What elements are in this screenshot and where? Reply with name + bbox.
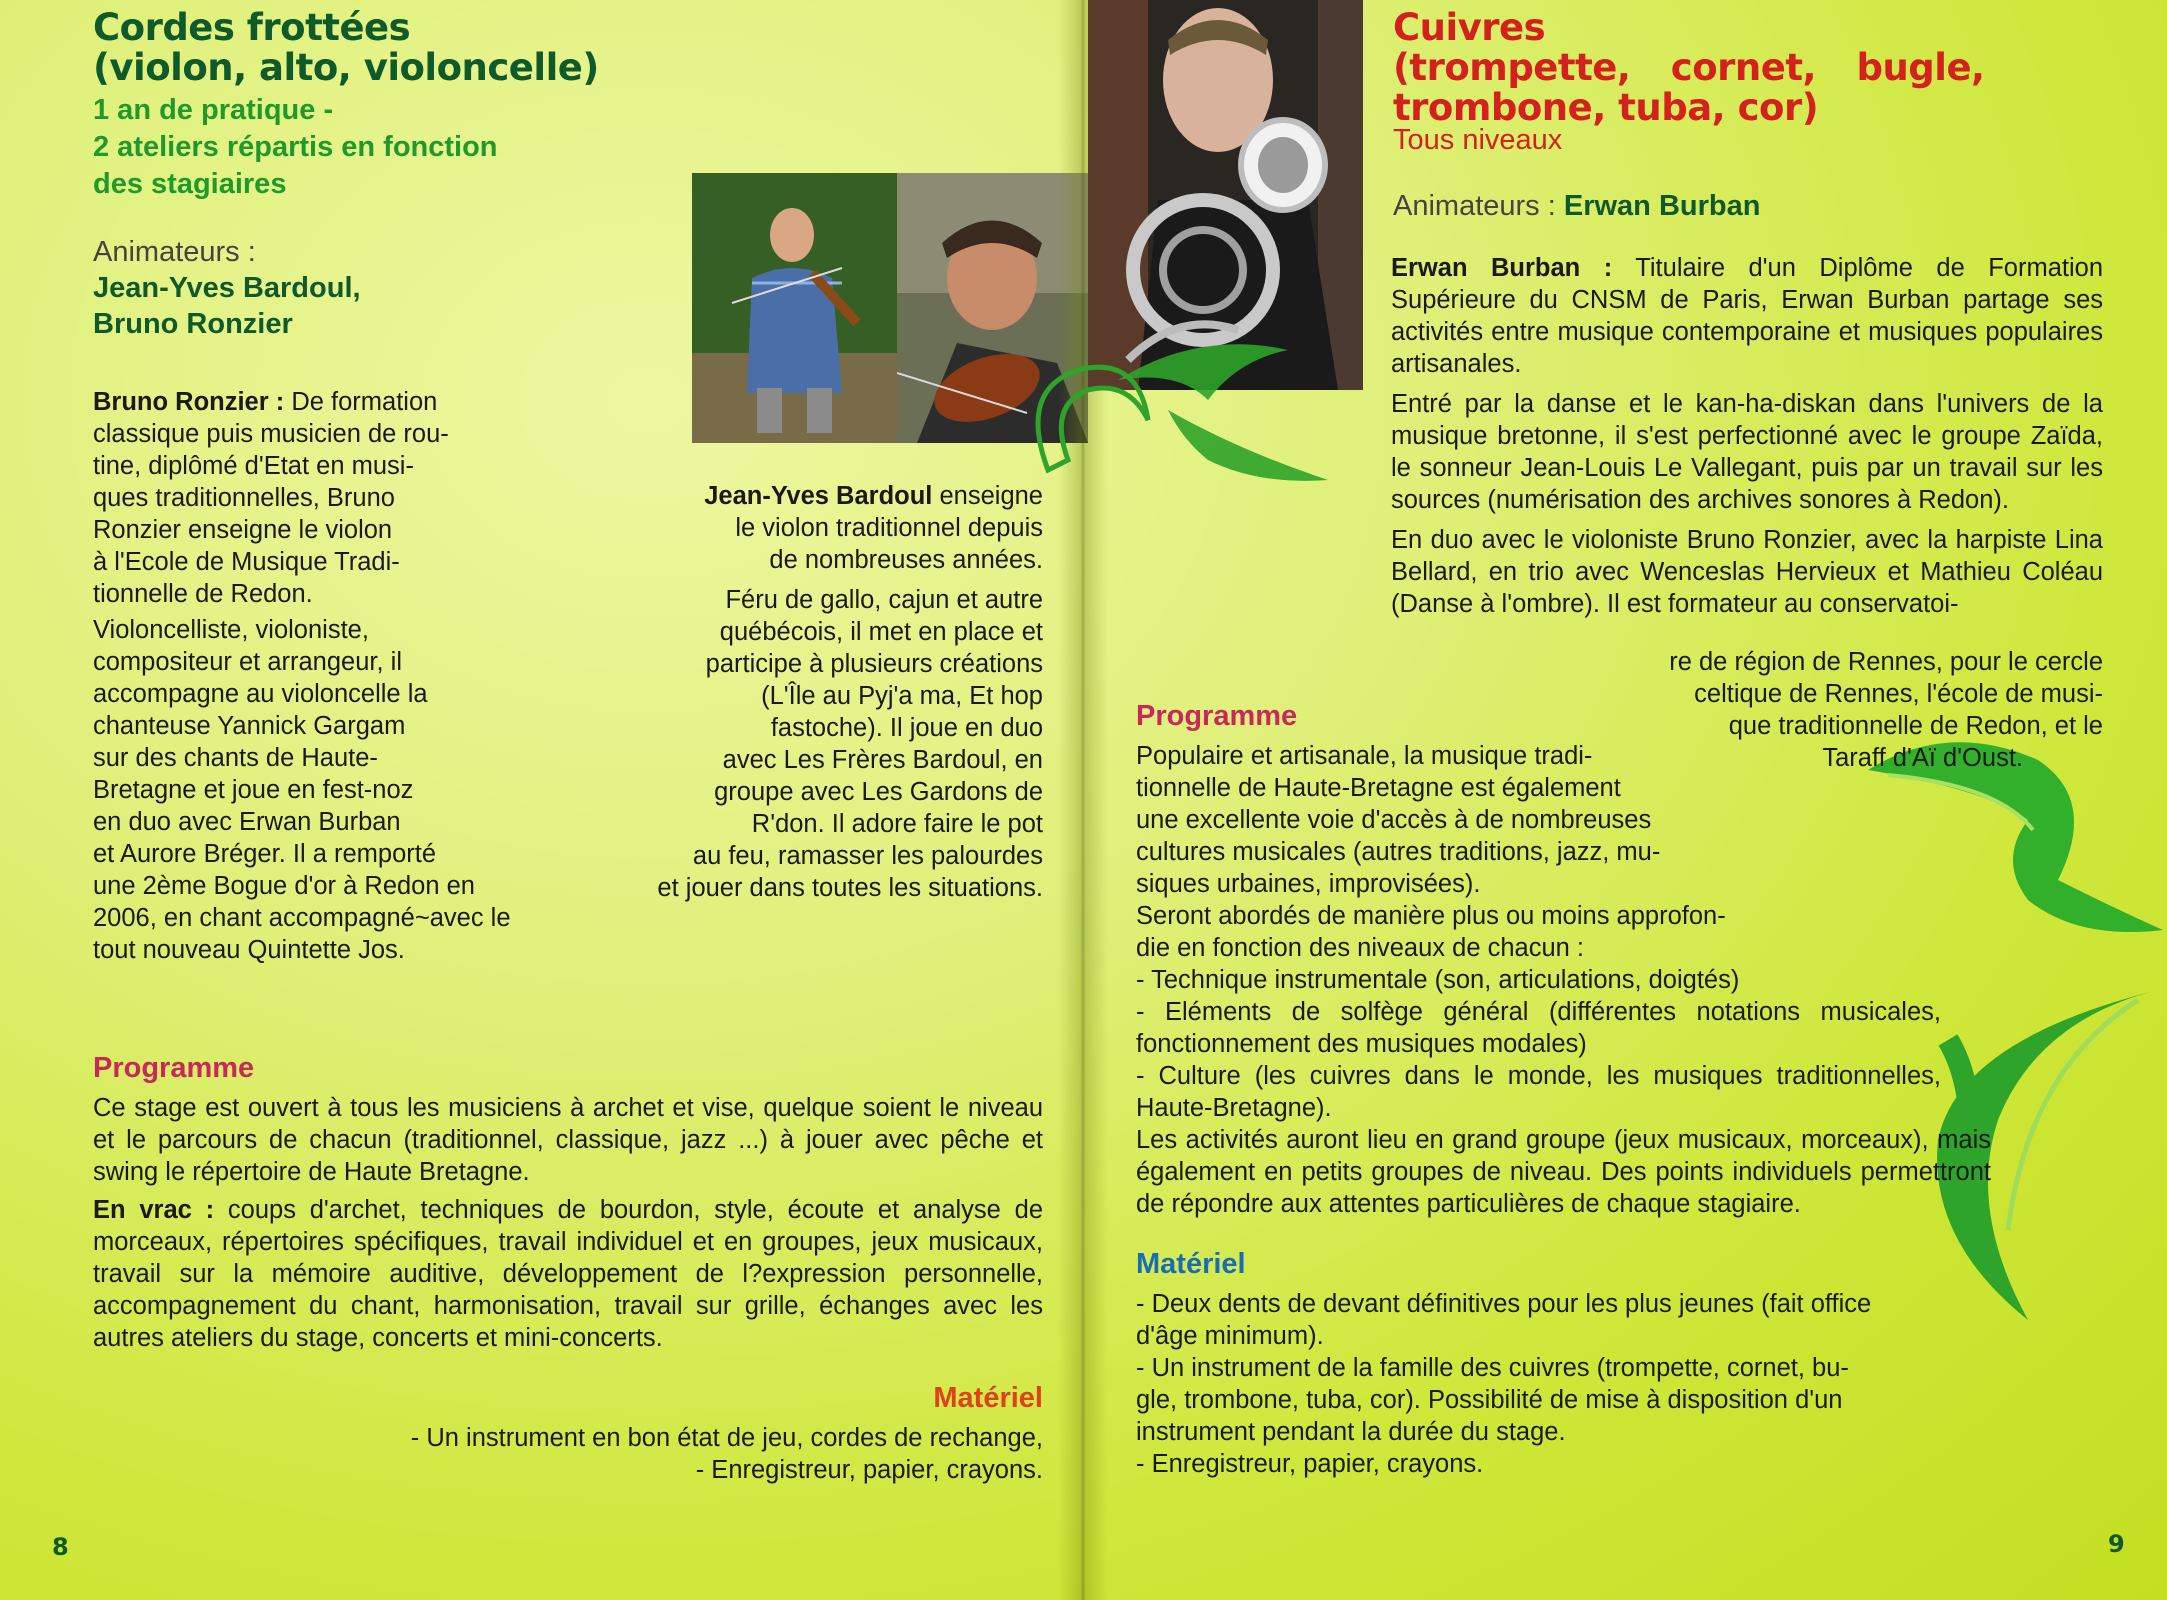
jean-yves-bio-line: au feu, ramasser les palourdes: [692, 842, 1043, 870]
right-programme-heading: Programme: [1136, 700, 1298, 732]
left-title: [93, 8, 599, 88]
right-animateurs-label: Animateurs :: [1393, 190, 1556, 222]
right-programme-line: une excellente voie d'accès à de nombreuses: [1136, 806, 1652, 834]
right-programme-line: cultures musicales (autres traditions, jazz, mu-: [1136, 838, 1661, 866]
left-level-line1: 1 an de pratique -: [93, 94, 334, 126]
bruno-bio-line: ques traditionnelles, Bruno: [93, 484, 395, 512]
right-page: [1078, 0, 2167, 1600]
page-number-right: 9: [2108, 1530, 2125, 1558]
left-title-line2: (violon, alto, violoncelle): [93, 46, 599, 89]
jean-yves-bio-line: québécois, il met en place et: [719, 618, 1043, 646]
erwan-bio-line: Taraff d'Aï d'Oust.: [1822, 744, 2023, 772]
jean-yves-bio-name: Jean-Yves Bardoul: [704, 482, 933, 510]
left-materiel: [300, 1422, 1043, 1486]
right-title-line2: (trompette, cornet, bugle,: [1393, 46, 1985, 89]
left-materiel-line: - Enregistreur, papier, crayons.: [695, 1456, 1043, 1484]
jean-yves-bio-line: le violon traditionnel depuis: [735, 514, 1043, 542]
envrac-label: En vrac :: [93, 1196, 215, 1224]
jean-yves-bio-line: R'don. Il adore faire le pot: [751, 810, 1043, 838]
right-materiel: [1136, 1288, 1956, 1480]
right-programme-line: siques urbaines, improvisées).: [1136, 870, 1481, 898]
bruno-bio-line: De formation: [291, 388, 438, 416]
jean-yves-bio-line: participe à plusieurs créations: [705, 650, 1043, 678]
right-programme: [1136, 740, 2036, 1220]
erwan-bio-line: re de région de Rennes, pour le cercle: [1669, 648, 2103, 676]
right-programme-activites: Les activités auront lieu en grand groupe (jeux musicaux, morceaux), mais également en petits groupes de niveau. Des points individuels permettront de répondre aux attentes particulières de chaque stagiaire.: [1136, 1126, 1991, 1218]
jean-yves-bio-line: avec Les Frères Bardoul, en: [722, 746, 1043, 774]
bruno-bio-line: Ronzier enseigne le violon: [93, 516, 393, 544]
left-materiel-line: - Un instrument en bon état de jeu, cordes de rechange,: [410, 1424, 1043, 1452]
bruno-bio-line: classique puis musicien de rou-: [93, 420, 449, 448]
erwan-bio-p2: Entré par la danse et le kan-ha-diskan dans l'univers de la musique bretonne, il s'est perfectionné avec le groupe Zaïda, le sonneur Jean-Louis Le Vallegant, puis par un travail sur les sources (numérisation des archives sonores à Redon).: [1391, 390, 2103, 514]
right-level: Tous niveaux: [1393, 124, 1563, 156]
bruno-bio-line: et Aurore Bréger. Il a remporté: [93, 840, 437, 868]
right-materiel-line: gle, trombone, tuba, cor). Possibilité de mise à disposition d'un: [1136, 1386, 1843, 1414]
right-materiel-line: instrument pendant la durée du stage.: [1136, 1418, 1566, 1446]
jean-yves-bio-line: enseigne: [939, 482, 1043, 510]
bruno-bio: [93, 386, 523, 966]
right-materiel-line: - Un instrument de la famille des cuivres (trompette, cornet, bu-: [1136, 1354, 1849, 1382]
right-programme-line: tionnelle de Haute-Bretagne est également: [1136, 774, 1621, 802]
left-page: [0, 0, 1078, 1600]
bruno-bio-line: accompagne au violoncelle la: [93, 680, 428, 708]
bruno-bio-line: tine, diplômé d'Etat en musi-: [93, 452, 414, 480]
jean-yves-bio-line: (L'Île au Pyj'a ma, Et hop: [761, 682, 1043, 710]
jean-yves-bio-line: groupe avec Les Gardons de: [714, 778, 1043, 806]
jean-yves-bio: [600, 480, 1043, 904]
swirl-leaf-decoration: [1008, 310, 1338, 500]
right-programme-line: die en fonction des niveaux de chacun :: [1136, 934, 1584, 962]
left-programme-text: Ce stage est ouvert à tous les musiciens à archet et vise, quelque soient le niveau et le parcours de chacun (traditionnel, classique, jazz ...) à jouer avec pêche et swing le répertoire de Haute Bretagne.: [93, 1094, 1043, 1186]
photo-jean-yves-bardoul: [692, 173, 897, 443]
erwan-bio-line: celtique de Rennes, l'école de musi-: [1694, 680, 2103, 708]
bruno-bio-line: sur des chants de Haute-: [93, 744, 378, 772]
erwan-bio-p3: En duo avec le violoniste Bruno Ronzier, avec la harpiste Lina Bellard, en trio avec Wenceslas Hervieux et Mathieu Coléau (Danse à l'ombre). Il est formateur au conservatoi-: [1391, 526, 2103, 618]
jean-yves-bio-line: Féru de gallo, cajun et autre: [725, 586, 1043, 614]
left-materiel-heading: Matériel: [933, 1382, 1043, 1414]
bruno-bio-line: Bretagne et joue en fest-noz: [93, 776, 414, 804]
animateurs-label: Animateurs :: [93, 236, 256, 268]
erwan-bio-p1: Titulaire d'un Diplôme de Formation Supérieure du CNSM de Paris, Erwan Burban partage ses activités entre musique contemporaine et musiques populaires artisanales.: [1391, 254, 2104, 378]
jean-yves-bio-line: et jouer dans toutes les situations.: [657, 874, 1043, 902]
right-materiel-line: - Enregistreur, papier, crayons.: [1136, 1450, 1484, 1478]
left-programme: [93, 1092, 1043, 1354]
bruno-bio-line: compositeur et arrangeur, il: [93, 648, 402, 676]
bruno-bio-line: à l'Ecole de Musique Tradi-: [93, 548, 400, 576]
right-materiel-heading: Matériel: [1136, 1248, 1246, 1280]
right-animateurs: [1393, 190, 1760, 223]
animateur-erwan: Erwan Burban: [1563, 190, 1761, 222]
erwan-bio: [1391, 252, 2103, 620]
animateur-bruno: Bruno Ronzier: [93, 308, 293, 340]
bruno-bio-line: 2006, en chant accompagné~avec le: [93, 904, 511, 932]
bruno-bio-line: en duo avec Erwan Burban: [93, 808, 401, 836]
animateur-jean-yves: Jean-Yves Bardoul,: [93, 272, 361, 304]
bruno-bio-line: une 2ème Bogue d'or à Redon en: [93, 872, 475, 900]
bruno-bio-line: tionnelle de Redon.: [93, 580, 313, 608]
bruno-bio-line: Violoncelliste, violoniste,: [93, 616, 369, 644]
right-programme-culture: - Culture (les cuivres dans le monde, les musiques traditionnelles, Haute-Bretagne).: [1136, 1062, 1941, 1122]
bruno-bio-line: chanteuse Yannick Gargam: [93, 712, 406, 740]
left-title-line1: Cordes frottées: [93, 6, 411, 49]
bruno-bio-name: Bruno Ronzier :: [93, 388, 285, 416]
right-programme-line: Populaire et artisanale, la musique tradi-: [1136, 742, 1593, 770]
erwan-bio-name: Erwan Burban :: [1391, 254, 1613, 282]
right-title: [1393, 8, 2083, 128]
left-programme-heading: Programme: [93, 1052, 255, 1084]
right-programme-solfege: - Eléments de solfège général (différentes notations musicales, fonctionnement des musiques modales): [1136, 998, 1941, 1058]
left-level-line2: 2 ateliers répartis en fonction: [93, 131, 498, 163]
jean-yves-bio-line: de nombreuses années.: [769, 546, 1043, 574]
right-title-line3: trombone, tuba, cor): [1393, 86, 1819, 129]
right-materiel-line: - Deux dents de devant définitives pour les plus jeunes (fait office: [1136, 1290, 1872, 1318]
right-programme-line: Seront abordés de manière plus ou moins approfon-: [1136, 902, 1726, 930]
left-animateurs: [93, 234, 361, 342]
right-materiel-line: d'âge minimum).: [1136, 1322, 1324, 1350]
erwan-bio-line: que traditionnelle de Redon, et le: [1728, 712, 2103, 740]
left-level-line3: des stagiaires: [93, 168, 287, 200]
envrac-text: coups d'archet, techniques de bourdon, style, écoute et analyse de morceaux, répertoires spécifiques, travail individuel et en groupes, jeux musicaux, travail sur la mémoire auditive, développement de l?expression personnelle, accompagnement du chant, harmonisation, travail sur grille, échanges avec les autres ateliers du stage, concerts et mini-concerts.: [93, 1196, 1044, 1352]
jean-yves-bio-line: fastoche). Il joue en duo: [770, 714, 1043, 742]
right-title-line1: Cuivres: [1393, 6, 1546, 49]
right-programme-line: - Technique instrumentale (son, articulations, doigtés): [1136, 966, 1740, 994]
page-number-left: 8: [52, 1533, 69, 1561]
bruno-bio-line: tout nouveau Quintette Jos.: [93, 936, 405, 964]
left-level: [93, 92, 498, 203]
